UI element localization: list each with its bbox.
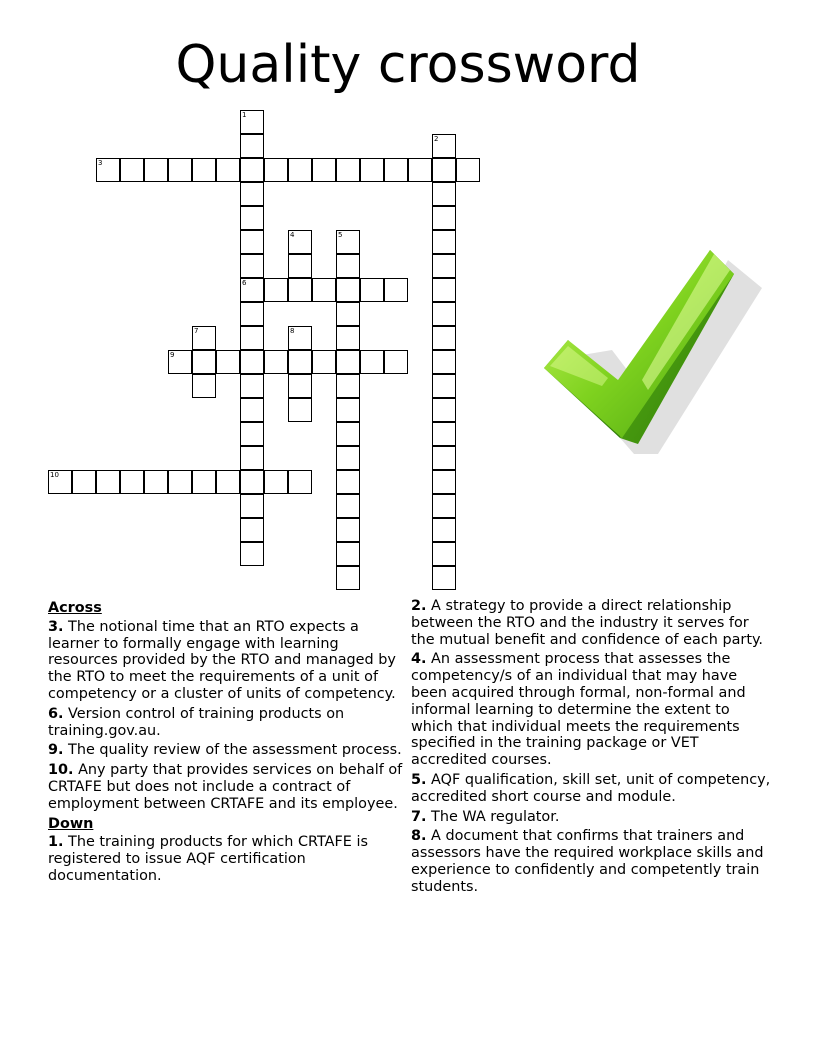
grid-cell[interactable] [336,494,360,518]
grid-cell[interactable] [336,422,360,446]
clue-item-text: The notional time that an RTO expects a learner to formally engage with learning resources provided by the RTO and managed by the RTO to meet the requirements of a unit of competency or a cluster of units of competency. [48,618,396,702]
clues-left-column [48,598,406,888]
grid-cell[interactable] [144,158,168,182]
clue-item-number: 8. [411,828,427,845]
grid-cell[interactable] [240,350,264,374]
clue-item-number: 9. [48,742,64,759]
grid-cell[interactable] [144,470,168,494]
grid-cell[interactable] [336,446,360,470]
grid-cell[interactable] [264,350,288,374]
clue-item-text: The quality review of the assessment process. [63,742,402,759]
grid-cell[interactable] [288,254,312,278]
grid-cell[interactable] [384,158,408,182]
clue-item-text: A document that confirms that trainers and assessors have the required workplace skills and experience to confidently and competently train students. [411,828,764,895]
grid-cell[interactable] [216,350,240,374]
clue-number: 5 [338,231,343,239]
grid-cell[interactable] [240,230,264,254]
clue-item [48,834,406,884]
checkmark-icon [538,240,764,458]
grid-cell[interactable] [408,158,432,182]
grid-cell[interactable] [432,470,456,494]
grid-cell[interactable] [264,158,288,182]
clue-number: 7 [194,327,199,335]
grid-cell[interactable] [384,350,408,374]
grid-cell[interactable] [216,158,240,182]
grid-cell[interactable] [240,254,264,278]
clue-item [48,762,406,812]
clue-item [411,772,771,806]
grid-cell[interactable] [432,398,456,422]
across-clue-list [48,619,406,813]
clue-number: 10 [50,471,59,479]
grid-cell[interactable] [336,302,360,326]
grid-cell[interactable] [192,326,216,350]
grid-cell[interactable] [240,374,264,398]
grid-cell[interactable] [96,158,120,182]
grid-cell[interactable] [192,158,216,182]
grid-cell[interactable] [288,278,312,302]
grid-cell[interactable] [432,158,456,182]
grid-cell[interactable] [432,278,456,302]
grid-cell[interactable] [192,374,216,398]
clue-number: 6 [242,279,247,287]
grid-cell[interactable] [192,350,216,374]
grid-cell[interactable] [336,254,360,278]
grid-cell[interactable] [432,518,456,542]
grid-cell[interactable] [240,398,264,422]
grid-cell[interactable] [168,158,192,182]
grid-cell[interactable] [336,350,360,374]
grid-cell[interactable] [432,302,456,326]
grid-cell[interactable] [240,494,264,518]
grid-cell[interactable] [432,542,456,566]
grid-cell[interactable] [384,278,408,302]
grid-cell[interactable] [240,134,264,158]
page-title: Quality crossword [175,35,641,95]
grid-cell[interactable] [216,470,240,494]
grid-cell[interactable] [336,374,360,398]
grid-cell[interactable] [432,206,456,230]
grid-cell[interactable] [360,350,384,374]
clue-item [411,651,771,769]
clue-item-number: 3. [48,618,64,635]
grid-cell[interactable] [240,446,264,470]
grid-cell[interactable] [432,374,456,398]
grid-cell[interactable] [312,158,336,182]
grid-cell[interactable] [336,326,360,350]
grid-cell[interactable] [96,470,120,494]
grid-cell[interactable] [264,470,288,494]
grid-cell[interactable] [288,326,312,350]
grid-cell[interactable] [240,326,264,350]
grid-cell[interactable] [288,398,312,422]
grid-cell[interactable] [120,158,144,182]
clue-item [48,742,406,759]
down-clue-list [48,834,406,884]
grid-cell[interactable] [240,158,264,182]
grid-cell[interactable] [360,158,384,182]
grid-cell[interactable] [240,206,264,230]
grid-cell[interactable] [240,278,264,302]
grid-cell[interactable] [432,422,456,446]
grid-cell[interactable] [456,158,480,182]
clue-item-number: 6. [48,705,64,722]
grid-cell[interactable] [336,158,360,182]
grid-cell[interactable] [336,398,360,422]
clue-item-number: 4. [411,651,427,668]
clue-item-number: 5. [411,771,427,788]
grid-cell[interactable] [288,470,312,494]
grid-cell[interactable] [240,518,264,542]
clue-item-number: 2. [411,598,427,614]
clues-right-column [411,598,771,899]
clue-number: 2 [434,135,439,143]
grid-cell[interactable] [120,470,144,494]
clue-item-text: The WA regulator. [426,808,560,825]
across-heading: Across [48,600,102,616]
grid-cell[interactable] [432,134,456,158]
clue-item-number: 10. [48,762,74,779]
grid-cell[interactable] [288,230,312,254]
clue-item [48,619,406,703]
clue-item-text: An assessment process that assesses the competency/s of an individual that may have been acquired through formal, non-formal and informal learning to determine the extent to which that individual meets the requirements specified in the training package or VET accredited courses. [411,651,746,769]
grid-cell[interactable] [288,158,312,182]
grid-cell[interactable] [432,182,456,206]
grid-cell[interactable] [312,350,336,374]
grid-cell[interactable] [432,494,456,518]
grid-cell[interactable] [240,110,264,134]
grid-cell[interactable] [432,566,456,590]
grid-cell[interactable] [288,374,312,398]
grid-cell[interactable] [168,350,192,374]
grid-cell[interactable] [192,470,216,494]
clue-number: 8 [290,327,295,335]
grid-cell[interactable] [336,542,360,566]
grid-cell[interactable] [432,326,456,350]
clue-item-number: 7. [411,808,427,825]
down-clue-list-continued [411,598,771,896]
grid-cell[interactable] [336,278,360,302]
clue-item-text: Version control of training products on training.gov.au. [48,705,345,739]
clue-item [48,706,406,740]
grid-cell[interactable] [288,350,312,374]
clue-number: 3 [98,159,103,167]
grid-cell[interactable] [312,278,336,302]
grid-cell[interactable] [432,254,456,278]
grid-cell[interactable] [336,566,360,590]
grid-cell[interactable] [360,278,384,302]
grid-cell[interactable] [240,542,264,566]
clue-item [411,828,771,895]
clue-item-text: AQF qualification, skill set, unit of competency, accredited short course and module. [411,771,771,805]
grid-cell[interactable] [240,182,264,206]
grid-cell[interactable] [432,230,456,254]
clue-number: 4 [290,231,295,239]
grid-cell[interactable] [336,230,360,254]
clue-item [411,598,771,648]
grid-cell[interactable] [240,422,264,446]
clue-item-number: 1. [48,834,64,851]
grid-cell[interactable] [432,446,456,470]
clue-item-text: The training products for which CRTAFE is registered to issue AQF certification documentation. [48,834,368,884]
down-heading: Down [48,815,94,832]
grid-cell[interactable] [240,302,264,326]
grid-cell[interactable] [432,350,456,374]
grid-cell[interactable] [336,470,360,494]
grid-cell[interactable] [264,278,288,302]
grid-cell[interactable] [168,470,192,494]
grid-cell[interactable] [240,470,264,494]
clue-item-text: Any party that provides services on behalf of CRTAFE but does not include a contract of employment between CRTAFE and its employee. [48,762,403,812]
clue-number: 1 [242,111,247,119]
clue-item [411,809,771,826]
clue-item-text: A strategy to provide a direct relationship between the RTO and the industry it serves for the mutual benefit and confidence of each party. [411,598,763,648]
grid-cell[interactable] [48,470,72,494]
grid-cell[interactable] [336,518,360,542]
grid-cell[interactable] [72,470,96,494]
clue-number: 9 [170,351,175,359]
